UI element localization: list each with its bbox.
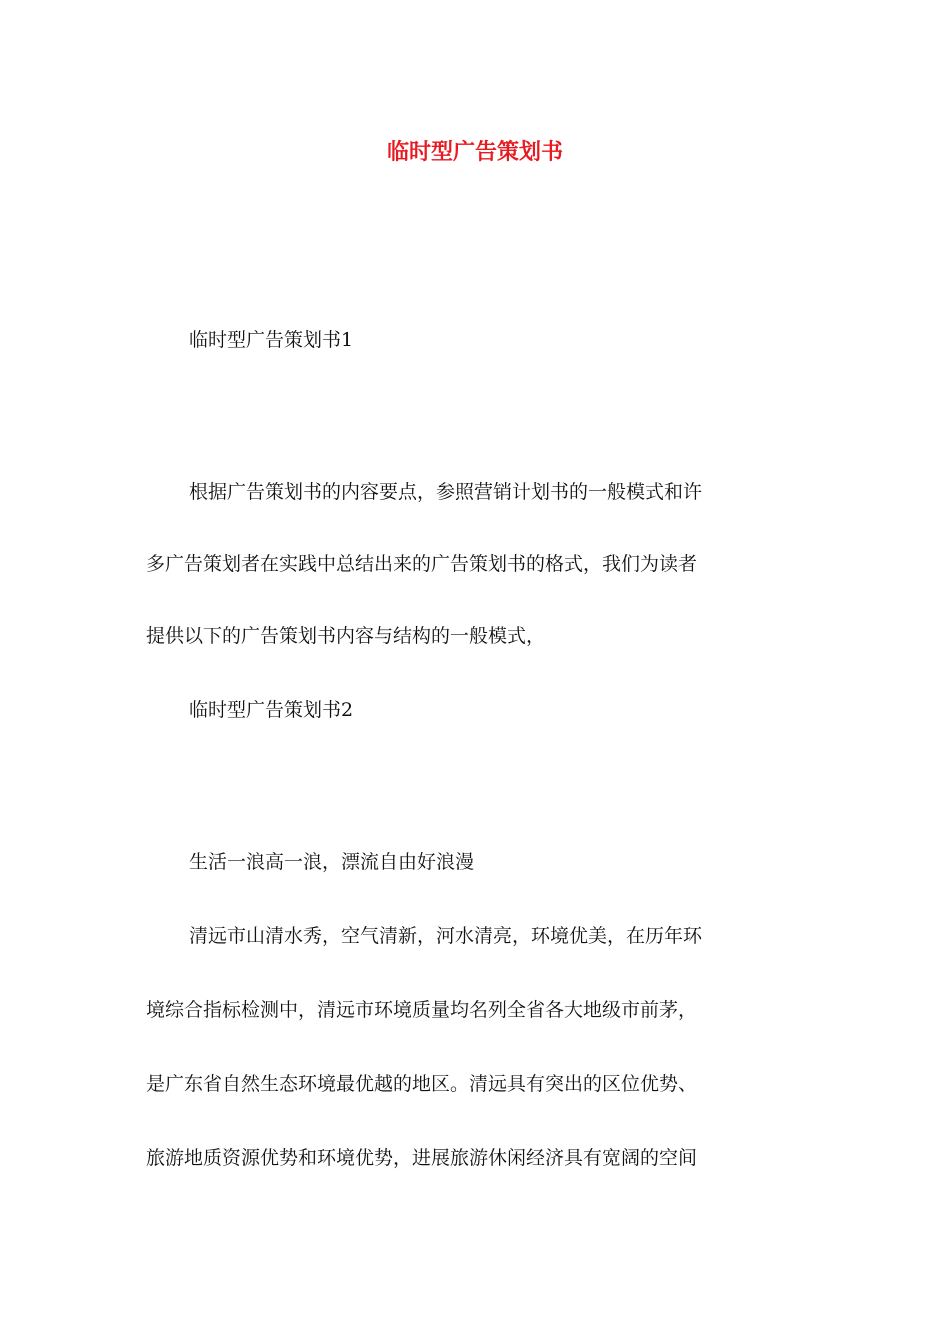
paragraph-2-line-4: 旅游地质资源优势和环境优势，进展旅游休闲经济具有宽阔的空间 (146, 1147, 698, 1169)
paragraph-2-line-2: 境综合指标检测中，清远市环境质量均名列全省各大地级市前茅， (146, 999, 698, 1021)
document-title: 临时型广告策划书 (386, 140, 563, 165)
paragraph-2-line-1: 清远市山清水秀，空气清新，河水清亮，环境优美，在历年环 (189, 925, 703, 947)
section-heading-2: 临时型广告策划书2 (189, 699, 354, 721)
paragraph-1-line-1: 根据广告策划书的内容要点，参照营销计划书的一般模式和许 (189, 481, 703, 503)
slogan-line: 生活一浪高一浪，漂流自由好浪漫 (189, 851, 475, 873)
paragraph-1-line-3: 提供以下的广告策划书内容与结构的一般模式， (146, 625, 546, 647)
paragraph-2-line-3: 是广东省自然生态环境最优越的地区。清远具有突出的区位优势、 (146, 1073, 698, 1095)
section-heading-1: 临时型广告策划书1 (189, 329, 354, 351)
paragraph-1-line-2: 多广告策划者在实践中总结出来的广告策划书的格式，我们为读者 (146, 553, 698, 575)
